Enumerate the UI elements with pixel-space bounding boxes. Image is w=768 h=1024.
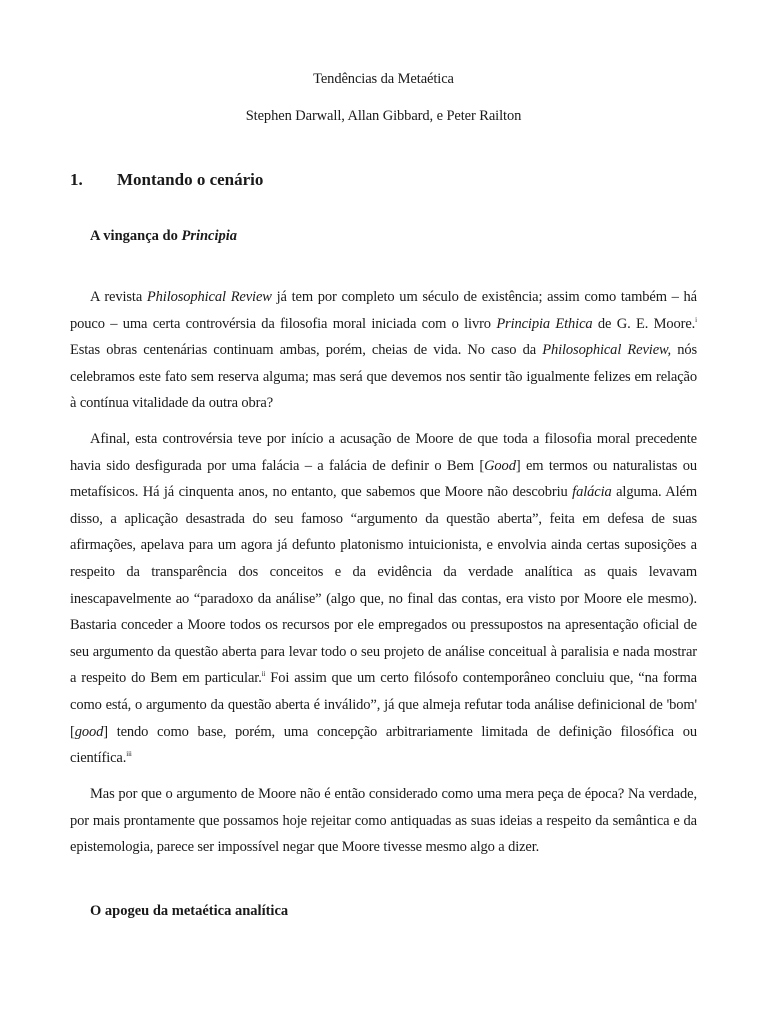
footnote-marker[interactable]: iii bbox=[126, 750, 132, 759]
paragraph-italic: Philosophical Review bbox=[146, 289, 272, 305]
paragraph-text: de G. E. Moore. bbox=[592, 315, 696, 332]
paragraph-text: A revista bbox=[90, 289, 147, 305]
paragraph-text: Estas obras centenárias continuam ambas, porém, cheias de vida. No caso da bbox=[70, 342, 543, 359]
section-heading bbox=[70, 170, 263, 190]
subsection-heading-text: A vingança do bbox=[90, 228, 182, 244]
paragraph-italic: good bbox=[74, 723, 104, 740]
subsection-heading: O apogeu da metaética analítica bbox=[90, 903, 289, 919]
paragraph-text: ] em termos ou naturalistas ou metafísicos. Há já cinquenta anos, no entanto, que sabemos que Moore não descobriu bbox=[70, 457, 698, 501]
paragraph-text: já tem por completo um século de existência; assim como também – há pouco – uma certa controvérsia da filosofia moral iniciada com o livro bbox=[70, 289, 698, 332]
section-number: 1. bbox=[70, 170, 83, 189]
paragraph-italic: falácia bbox=[572, 484, 612, 501]
footnote-marker[interactable]: ii bbox=[261, 670, 266, 679]
section-title: Montando o cenário bbox=[117, 170, 264, 189]
paragraph bbox=[70, 426, 697, 772]
paragraph-italic: Philosophical Review, bbox=[542, 342, 671, 359]
paragraph-text: Foi assim que um certo filósofo contemporâneo concluiu que, “na forma como está, o argumento da questão aberta é inválido”, já que almeja refutar toda análise definicional de 'bom' [ bbox=[70, 670, 697, 740]
paragraph-text: alguma. Além disso, a aplicação desastrada do seu famoso “argumento da questão aberta”, feita em defesa de suas afirmações, apelava para um agora já defunto platonismo intuicionista, e envolvia ainda certas suposições a respeito da transparência dos conceitos e da evidência da verdade analítica as quais levavam inescapavelmente ao “paradoxo da análise” (algo que, no final das contas, era visto por Moore ele mesmo). Bastaria conceder a Moore todos os recursos por ele empregados ou pressupostos na apresentação oficial de seu argumento da questão aberta para levar todo o seu projeto de análise conceitual à paralisia e nada mostrar a respeito do Bem em particular. bbox=[70, 484, 697, 687]
subsection-heading-italic: Principia bbox=[181, 228, 238, 244]
paragraph-text: nós celebramos este fato sem reserva alguma; mas será que devemos nos sentir tão igualmente felizes em relação à contínua vitalidade da outra obra? bbox=[70, 342, 697, 412]
footnote-marker[interactable]: i bbox=[695, 315, 697, 324]
paragraph bbox=[70, 284, 697, 417]
paragraph-text: Mas por que o argumento de Moore não é então considerado como uma mera peça de época? Na verdade, por mais prontamente que possamos hoje rejeitar como antiquadas as suas ideias a respeito da semântica e da epistemologia, parece ser impossível negar que Moore tivesse mesmo algo a dizer. bbox=[70, 786, 697, 856]
paragraph-text: ] tendo como base, porém, uma concepção arbitrariamente limitada de definição filosófica ou científica. bbox=[70, 723, 697, 767]
document-title: Tendências da Metaética bbox=[313, 71, 454, 87]
paragraph-text: Afinal, esta controvérsia teve por início a acusação de Moore de que toda a filosofia moral precedente havia sido desfigurada por uma falácia – a falácia de definir o Bem [ bbox=[70, 431, 697, 474]
paragraph bbox=[70, 781, 697, 861]
subsection-heading bbox=[90, 228, 237, 245]
document-authors: Stephen Darwall, Allan Gibbard, e Peter Railton bbox=[245, 108, 522, 124]
paragraph-italic: Good bbox=[484, 457, 516, 474]
paragraph-italic: Principia Ethica bbox=[496, 315, 593, 332]
